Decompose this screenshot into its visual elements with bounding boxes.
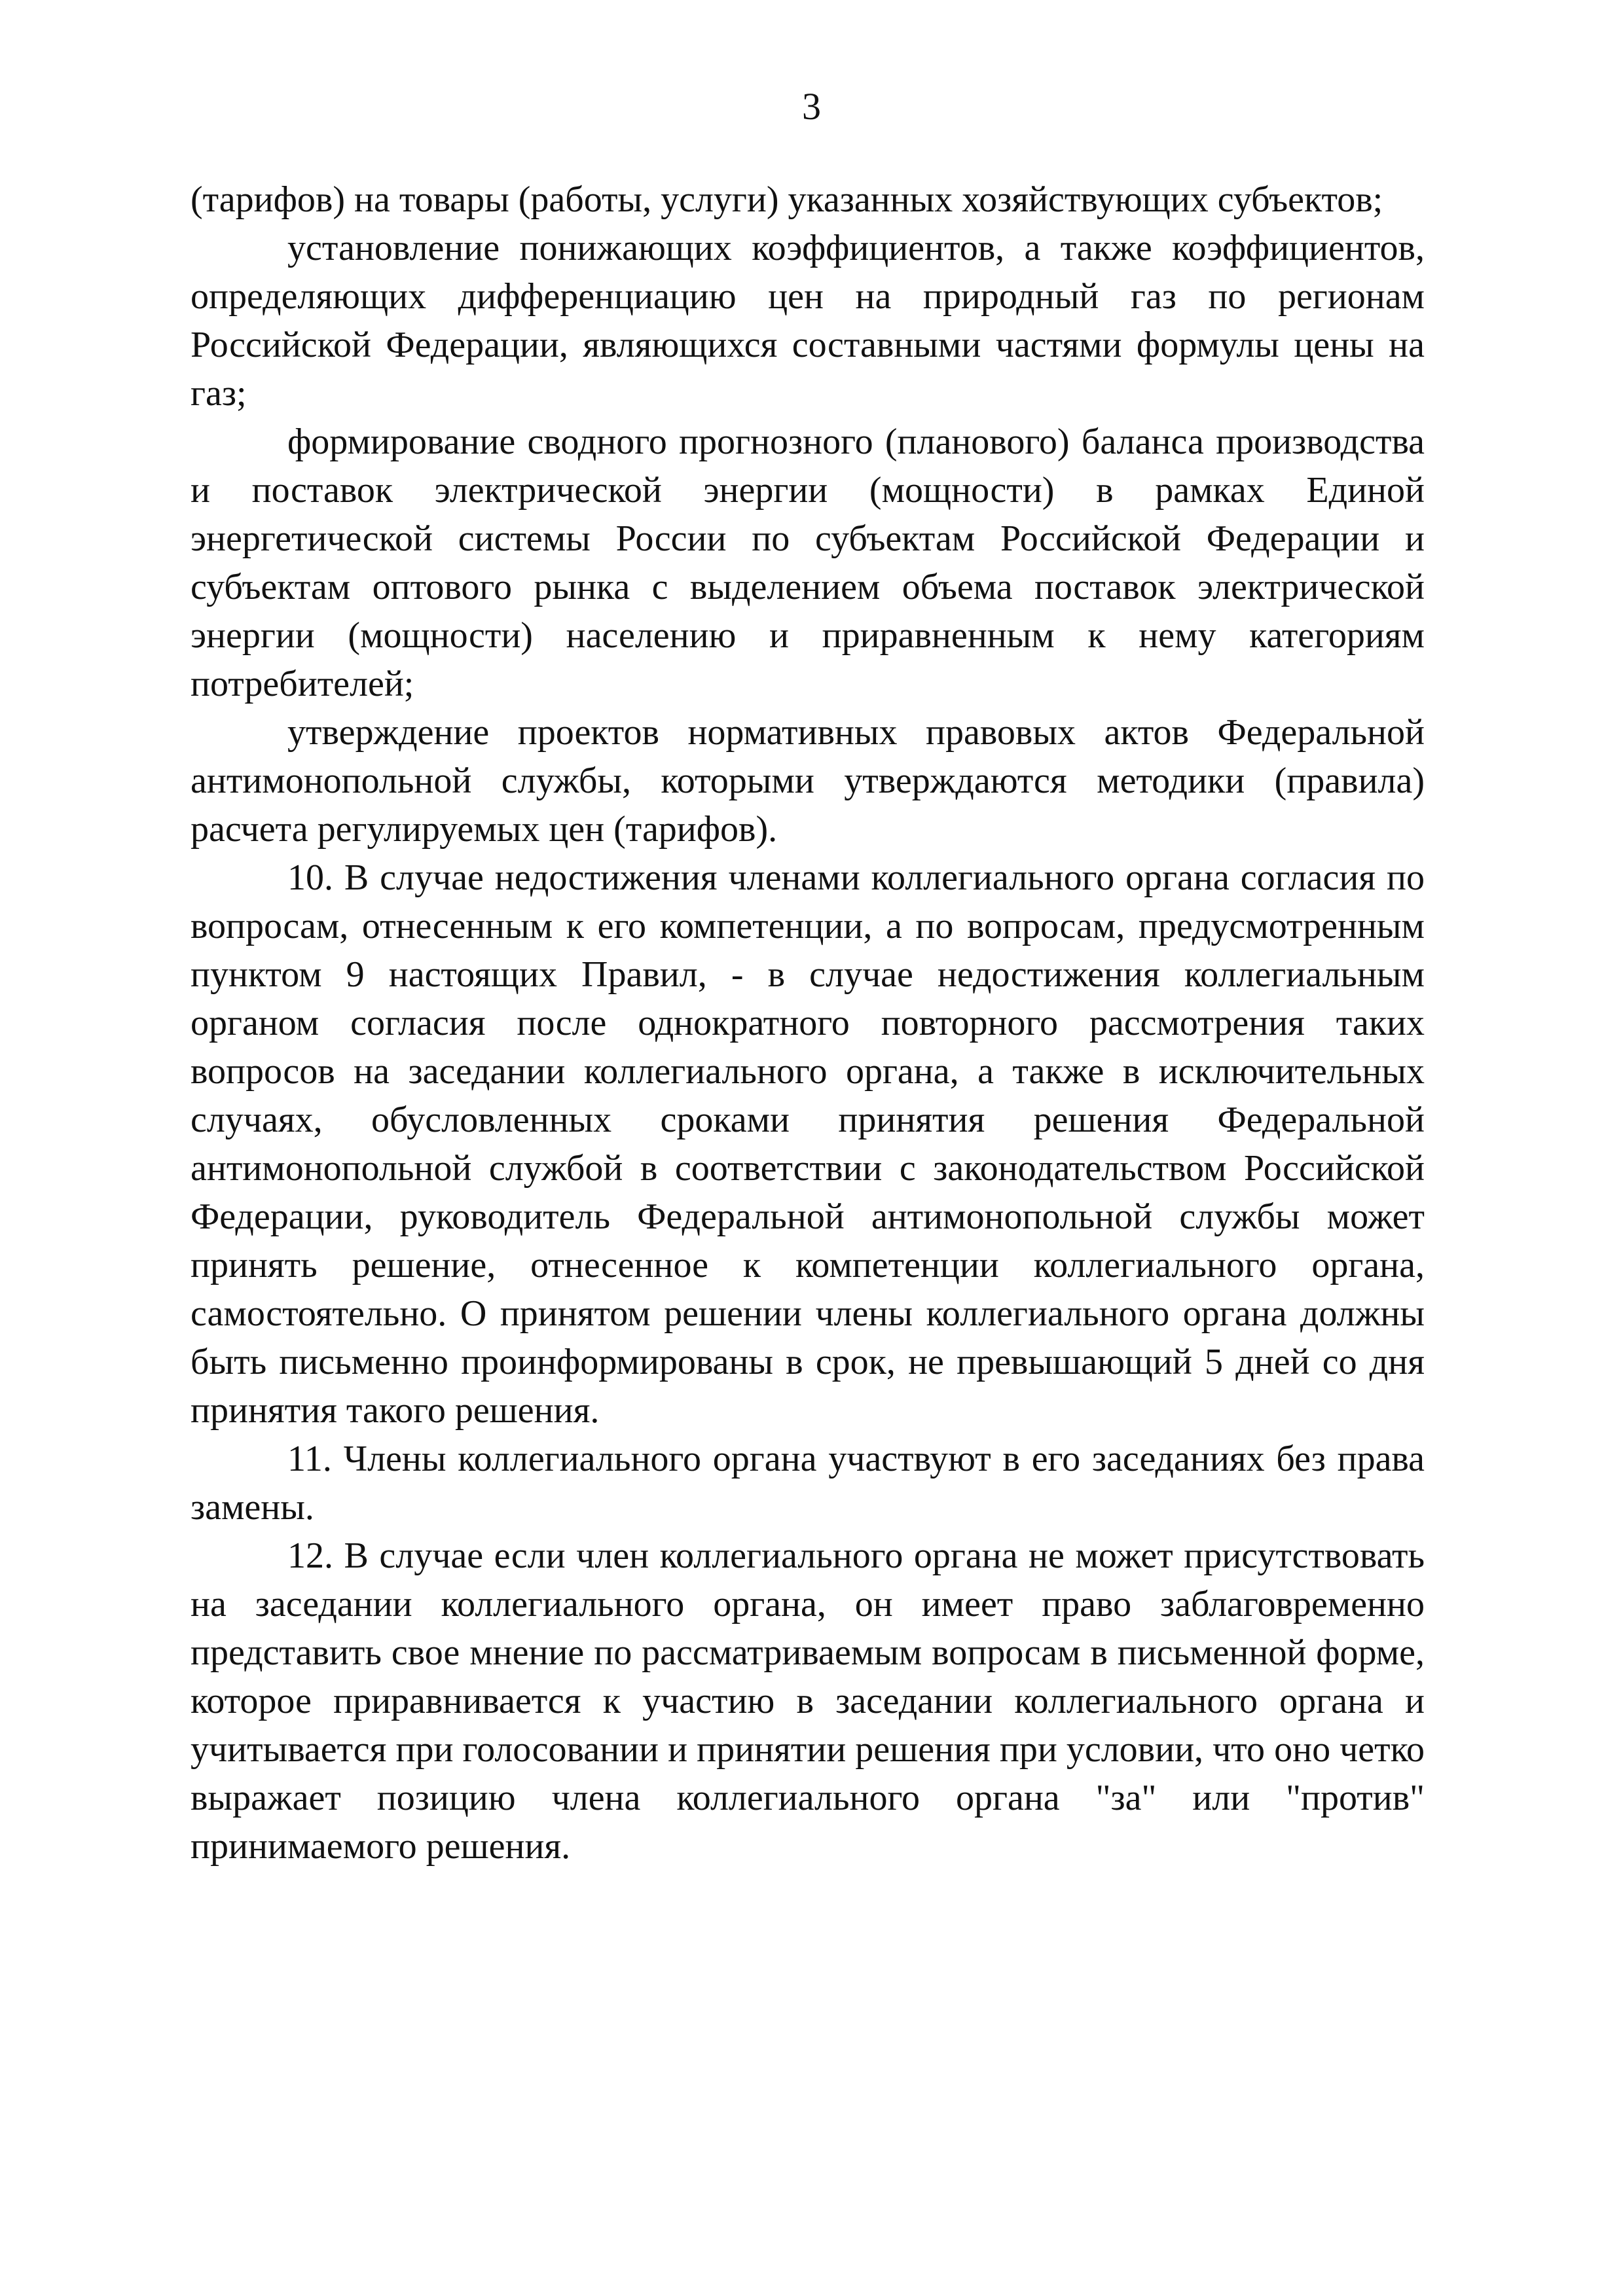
page-number: 3 [802, 85, 821, 128]
document-body [191, 175, 1425, 1871]
paragraph-continuation: (тарифов) на товары (работы, услуги) указанных хозяйствующих субъектов; [191, 179, 1383, 220]
paragraph-item-10: 10. В случае недостижения членами коллегиального органа согласия по вопросам, отнесенным к его компетенции, а по вопросам, предусмотренным пунктом 9 настоящих Правил, - в случае недостижения коллегиальным органом согласия после однократного повторного рассмотрения таких вопросов на заседании коллегиального органа, а также в исключительных случаях, обусловленных сроками принятия решения Федеральной антимонопольной службой в соответствии с законодательством Российской Федерации, руководитель Федеральной антимонопольной службы может принять решение, отнесенное к компетенции коллегиального органа, самостоятельно. О принятом решении члены коллегиального органа должны быть письменно проинформированы в срок, не превышающий 5 дней со дня принятия такого решения. [191, 857, 1425, 1431]
paragraph-item-11: 11. Члены коллегиального органа участвуют в его заседаниях без права замены. [191, 1439, 1425, 1528]
paragraph-balance-formation: формирование сводного прогнозного (планового) баланса производства и поставок электрической энергии (мощности) в рамках Единой энергетической системы России по субъектам Российской Федерации и субъектам оптового рынка с выделением объема поставок электрической энергии (мощности) населению и приравненным к нему категориям потребителей; [191, 422, 1425, 704]
paragraph-item-12: 12. В случае если член коллегиального органа не может присутствовать на заседании коллегиального органа, он имеет право заблаговременно представить свое мнение по рассматриваемым вопросам в письменной форме, которое приравнивается к участию в заседании коллегиального органа и учитывается при голосовании и принятии решения при условии, что оно четко выражает позицию члена коллегиального органа "за" или "против" принимаемого решения. [191, 1535, 1425, 1867]
paragraph-draft-acts-approval: утверждение проектов нормативных правовых актов Федеральной антимонопольной службы, которыми утверждаются методики (правила) расчета регулируемых цен (тарифов). [191, 712, 1425, 850]
paragraph-reducing-coefficients: установление понижающих коэффициентов, а также коэффициентов, определяющих дифференциацию цен на природный газ по регионам Российской Федерации, являющихся составными частями формулы цены на газ; [191, 228, 1425, 414]
